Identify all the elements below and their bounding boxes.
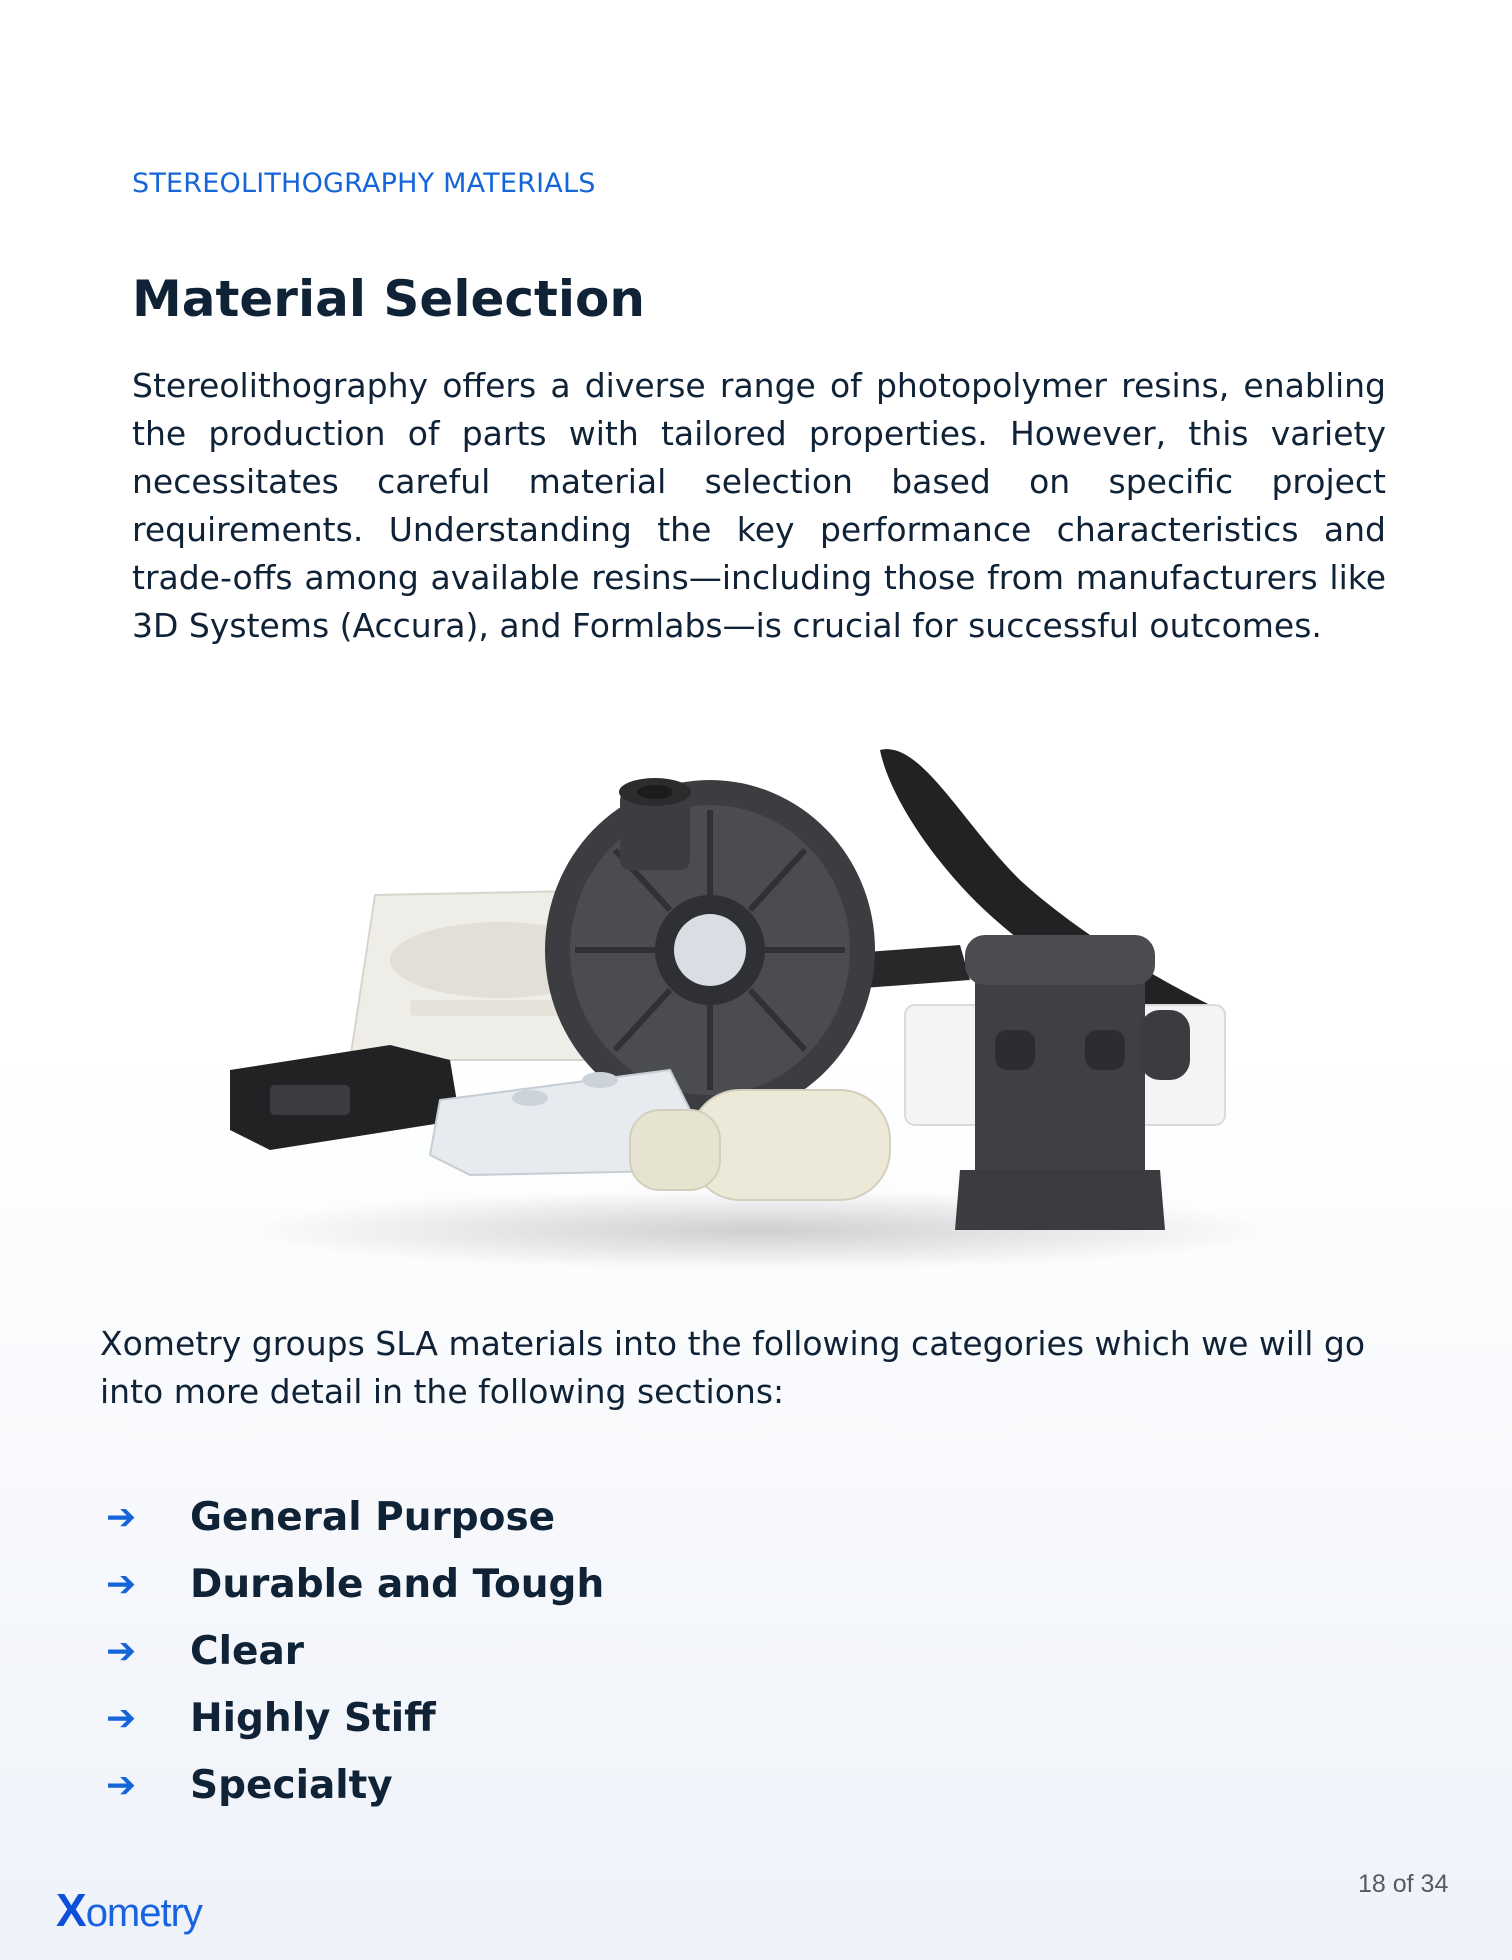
page-title: Material Selection [132,270,645,328]
list-item [106,1618,604,1685]
category-list [106,1484,604,1819]
list-item [106,1551,604,1618]
arrow-icon: ➔ [106,1564,137,1605]
category-label: Highly Stiff [190,1696,436,1741]
intro-paragraph: Stereolithography offers a diverse range of photopolymer resins, enabling the production of parts with tailored properties. However, this variety necessitates careful material selection based on specific project requirements. Understanding the key performance characteristics and trade-offs among available resins—including those from manufacturers like 3D Systems (Accura), and Formlabs—is crucial for successful outcomes. [132,366,1386,645]
xometry-logo [56,1883,216,1936]
arrow-icon: ➔ [106,1765,137,1806]
page-indicator: 18 of 34 [1358,1870,1449,1898]
logo-x-mark: X [56,1884,86,1936]
pump-housing-part [545,778,875,1120]
arrow-icon: ➔ [106,1497,137,1538]
category-label: Specialty [190,1763,393,1808]
black-buckle-part [230,1045,460,1150]
arrow-icon: ➔ [106,1698,137,1739]
categories-intro: Xometry groups SLA materials into the following categories which we will go into more detail in the following sections: [100,1324,1366,1411]
list-item [106,1685,604,1752]
category-label: General Purpose [190,1495,556,1540]
section-eyebrow: STEREOLITHOGRAPHY MATERIALS [132,168,596,199]
arrow-icon: ➔ [106,1631,137,1672]
logo-wordmark: ometry [85,1891,202,1935]
category-label: Clear [190,1629,304,1674]
sla-parts-photo [200,730,1320,1270]
list-item [106,1752,604,1819]
category-label: Durable and Tough [190,1562,605,1607]
list-item [106,1484,604,1551]
